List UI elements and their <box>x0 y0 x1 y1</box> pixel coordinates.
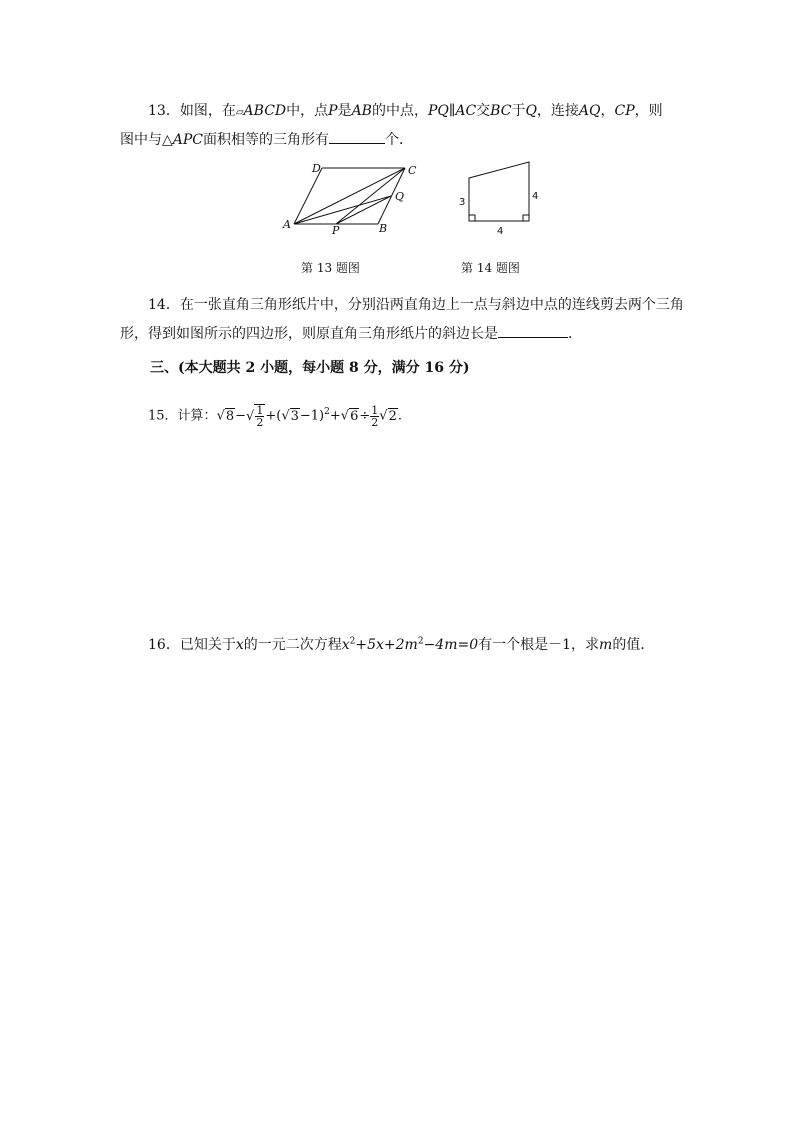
q13-text-e: 交 <box>476 103 491 119</box>
q14-text-2a: 形，得到如图所示的四边形，则原直角三角形纸片的斜边长是 <box>120 326 498 342</box>
right-angle-mark-right <box>523 215 529 221</box>
question-15-number: 15 <box>148 408 165 424</box>
segment-aq <box>294 196 391 224</box>
q13-ac: AC <box>455 103 477 119</box>
q13-text-2b: 面积相等的三角形有 <box>203 132 330 148</box>
q13-abcd: ABCD <box>243 103 287 119</box>
section-3-heading: 三、(本大题共 2 小题，每小题 8 分，满分 16 分) <box>150 360 470 376</box>
label-b: B <box>379 222 388 235</box>
q13-q: Q <box>525 103 537 119</box>
side-left-length: 3 <box>459 197 466 208</box>
q15-end: . <box>397 408 402 424</box>
q13-text-2a: 图中与△ <box>120 132 173 148</box>
q13-text-d: 的中点， <box>371 103 428 119</box>
q13-text-h: ，则 <box>634 103 663 119</box>
question-15 <box>148 404 402 428</box>
fraction-half-2 <box>370 405 379 428</box>
q14-text-1: ．在一张直角三角形纸片中，分别沿两直角边上一点与斜边中点的连线剪去两个三角 <box>165 297 684 313</box>
sqrt-3: √3 <box>281 408 299 424</box>
label-q: Q <box>395 190 405 203</box>
q16-eq-part-3: −4m=0 <box>423 637 479 653</box>
radicand-6: 6 <box>350 408 359 424</box>
question-14-line-1 <box>148 294 684 314</box>
q13-text-f: 于 <box>511 103 526 119</box>
q16-text-b: 的一元二次方程 <box>243 637 342 653</box>
label-a: A <box>283 218 291 231</box>
answer-blank-13[interactable] <box>329 129 385 144</box>
question-13-number: 13 <box>148 103 166 119</box>
q13-text-2c: 个． <box>385 132 414 148</box>
side-right-length: 4 <box>532 191 539 202</box>
diagonal-ac <box>294 168 405 224</box>
q13-aq: AQ <box>578 103 601 119</box>
figure-13-caption: 第 13 题图 <box>301 261 360 275</box>
q13-parallel: ∥ <box>448 103 456 119</box>
sqrt-2: √2 <box>379 408 397 424</box>
q16-text-c: 有一个根是－1，求 <box>478 637 600 653</box>
fraction2-numerator: 1 <box>371 403 379 417</box>
q15-divide: ÷ <box>359 408 371 424</box>
fraction-numerator: 1 <box>256 404 264 417</box>
figure-14-caption: 第 14 题图 <box>461 261 520 275</box>
q13-bc: BC <box>490 103 512 119</box>
q13-pq: PQ <box>427 103 449 119</box>
q13-ab: AB <box>351 103 372 119</box>
q16-m: m <box>599 637 613 653</box>
q16-sq-2: 2 <box>417 636 424 647</box>
quadrilateral-shape <box>469 162 529 221</box>
answer-blank-14[interactable] <box>498 323 568 338</box>
q15-plus-1: +( <box>265 408 282 424</box>
figure-13-parallelogram <box>280 160 425 240</box>
q16-eq-part-2: +5x+2m <box>355 637 418 653</box>
q16-sq-1: 2 <box>349 636 356 647</box>
fraction-half <box>254 404 265 428</box>
radicand-2: 2 <box>388 408 397 424</box>
right-angle-mark-left <box>469 215 475 221</box>
q13-p: P <box>328 103 338 119</box>
question-16-number: 16 <box>148 637 166 653</box>
question-16 <box>148 634 654 654</box>
radicand-8: 8 <box>225 408 235 424</box>
side-da <box>294 168 322 224</box>
sqrt-6: √6 <box>340 408 359 424</box>
q15-minus-2: −1) <box>299 408 325 424</box>
q13-text-a: ．如图，在 <box>165 103 236 119</box>
side-bottom-length: 4 <box>497 226 504 237</box>
q16-eq-x: x <box>341 637 350 653</box>
q13-comma: ， <box>600 103 615 119</box>
label-c: C <box>408 164 417 177</box>
q15-prefix: ．计算： <box>164 408 217 424</box>
q13-text-b: 中，点 <box>286 103 329 119</box>
q15-exponent: 2 <box>324 407 330 418</box>
q13-text-g: ，连接 <box>536 103 579 119</box>
q13-cp: CP <box>614 103 635 119</box>
question-13-line-1 <box>148 100 663 120</box>
q16-text-a: ．已知关于 <box>165 637 236 653</box>
q16-x: x <box>235 637 244 653</box>
q13-apc: APC <box>172 132 204 148</box>
fraction2-denominator: 2 <box>371 415 379 429</box>
question-13-line-2 <box>120 129 413 149</box>
sqrt-8: √8 <box>216 408 235 424</box>
fraction-denominator: 2 <box>256 416 264 429</box>
radicand-3: 3 <box>290 408 299 424</box>
sqrt-half: √ $\frac{1}{2}$ <box>246 404 264 429</box>
question-14-number: 14 <box>148 297 166 313</box>
label-p: P <box>332 224 340 237</box>
q13-text-c: 是 <box>337 103 352 119</box>
parallelogram-symbol: ▱ <box>235 107 244 118</box>
q16-text-d: 的值． <box>612 637 655 653</box>
q15-plus-2: + <box>329 408 341 424</box>
label-d: D <box>312 162 321 175</box>
q14-text-2b: ． <box>568 326 582 342</box>
figure-14-quadrilateral <box>450 155 550 240</box>
question-14-line-2 <box>120 323 582 343</box>
q15-minus-1: − <box>235 408 247 424</box>
